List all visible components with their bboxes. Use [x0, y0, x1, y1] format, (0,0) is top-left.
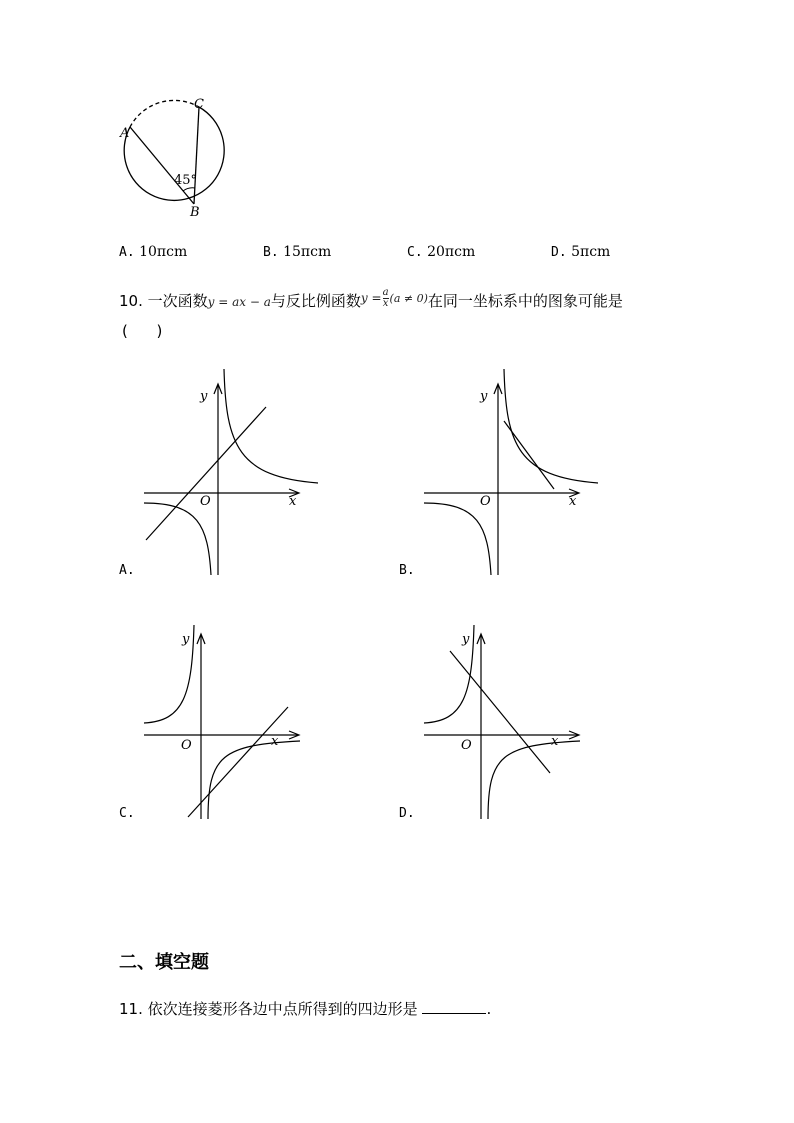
- angle-arc: [183, 188, 195, 191]
- linear-line: [146, 407, 266, 540]
- circle-figure: [110, 90, 240, 220]
- origin-label: O: [480, 494, 491, 509]
- graph-a-option[interactable]: A.: [119, 563, 135, 578]
- origin-label: O: [461, 738, 472, 753]
- section-title: 二、填空题: [119, 952, 209, 973]
- formula-linear: y = ax − a: [207, 295, 271, 309]
- option-letter: A.: [119, 245, 135, 260]
- chord-ab: [130, 127, 194, 204]
- q11-stem: [119, 998, 491, 1019]
- graph-b-option[interactable]: B.: [399, 563, 415, 578]
- hyperbola-branch-1: [224, 369, 318, 483]
- option-text: 20πcm: [427, 244, 476, 260]
- y-label: y: [462, 632, 470, 647]
- option-text: 5πcm: [571, 244, 611, 260]
- q10-text-1: 一次函数: [147, 292, 208, 310]
- x-label: x: [289, 494, 297, 509]
- label-c: C: [194, 97, 204, 112]
- option-letter: D.: [551, 245, 567, 260]
- y-label: y: [182, 632, 190, 647]
- option-letter: C.: [407, 245, 423, 260]
- hyperbola-branch-3: [424, 503, 491, 575]
- x-label: x: [271, 734, 279, 749]
- q9-option-a[interactable]: [119, 244, 187, 260]
- formula-inverse: [361, 288, 428, 309]
- graph-c: [140, 605, 330, 820]
- q10-text-3: 在同一坐标系中的图象可能是: [427, 292, 623, 310]
- label-a: A: [120, 126, 130, 141]
- q10-text-2: 与反比例函数: [270, 292, 361, 310]
- graph-d: [420, 605, 610, 820]
- q9-option-c[interactable]: [407, 244, 475, 260]
- formula-condition: (a ≠ 0): [389, 292, 428, 305]
- fraction-numerator: a: [382, 287, 389, 298]
- arc-ac-dashed: [130, 100, 199, 127]
- q9-option-b[interactable]: [263, 244, 331, 260]
- origin-label: O: [200, 494, 211, 509]
- graph-b: [420, 365, 610, 580]
- chord-cb: [194, 107, 199, 204]
- graph-c-option[interactable]: C.: [119, 806, 135, 821]
- q11-answer-blank[interactable]: [422, 999, 486, 1014]
- option-text: 15πcm: [283, 244, 332, 260]
- hyperbola-branch-1: [504, 369, 598, 483]
- x-label: x: [569, 494, 577, 509]
- x-label: x: [551, 734, 559, 749]
- linear-line: [450, 651, 550, 773]
- linear-line: [504, 421, 554, 489]
- q10-stem: [119, 287, 623, 313]
- q11-number: 11.: [119, 1000, 143, 1018]
- graph-d-option[interactable]: D.: [399, 806, 415, 821]
- y-label: y: [200, 389, 208, 404]
- angle-label: 45°: [174, 173, 198, 188]
- fraction-denominator: x: [382, 298, 389, 309]
- q10-number: 10.: [119, 292, 143, 310]
- linear-line: [188, 707, 288, 817]
- formula-inverse-lhs: y =: [360, 291, 382, 305]
- q11-end: .: [486, 1000, 492, 1018]
- graph-a: [140, 365, 330, 580]
- fraction: [383, 288, 389, 309]
- option-letter: B.: [263, 245, 279, 260]
- q10-answer-paren: ( ): [122, 322, 163, 340]
- origin-label: O: [181, 738, 192, 753]
- y-label: y: [480, 389, 488, 404]
- label-b: B: [190, 205, 200, 220]
- hyperbola-branch-3: [144, 503, 211, 575]
- q11-text: 依次连接菱形各边中点所得到的四边形是: [147, 1000, 418, 1018]
- q9-option-d[interactable]: [551, 244, 610, 260]
- option-text: 10πcm: [139, 244, 188, 260]
